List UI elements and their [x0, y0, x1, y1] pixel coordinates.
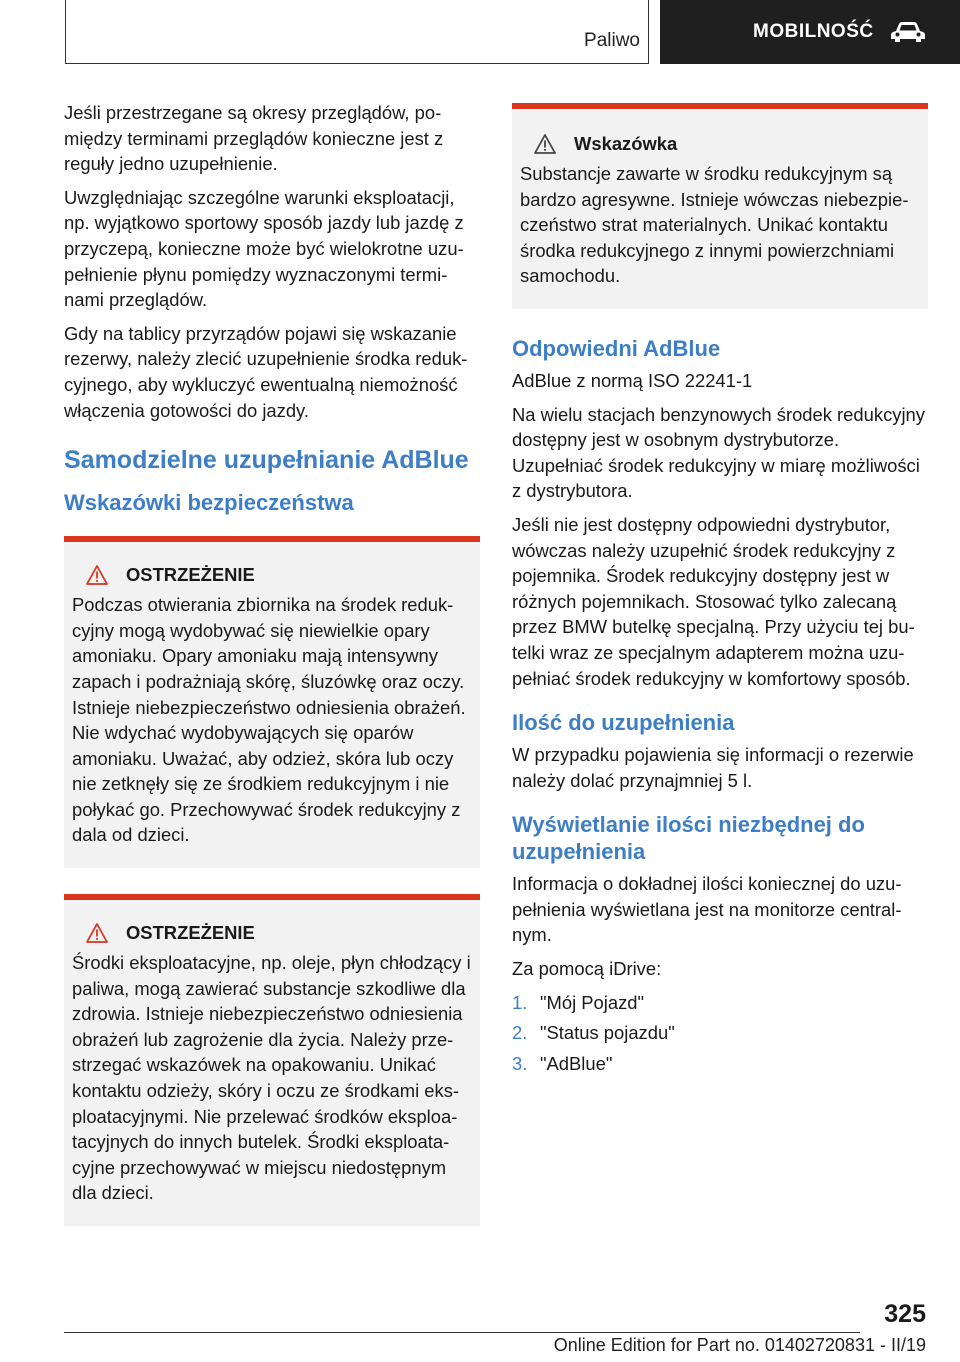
- warning-box-ammonia: [64, 536, 480, 868]
- heading-suitable-adblue: Odpowiedni AdBlue: [512, 335, 721, 361]
- right-column: [512, 103, 928, 1081]
- paragraph-reserve: Gdy na tablicy przyrządów pojawi się wskazanie rezerwy, należy zlecić uzupełnienie środka redukcyjnego, aby wykluczyć ewentualną niemożność włączenia gotowości do jazdy.: [64, 322, 468, 421]
- warning-title-text: OSTRZEŻENIE: [126, 564, 255, 586]
- list-item: [512, 1051, 928, 1077]
- step-text: "Status pojazdu": [540, 1022, 675, 1044]
- page-number: 325: [884, 1300, 926, 1328]
- warning-triangle-icon: [534, 134, 556, 154]
- footer-divider: [64, 1332, 860, 1333]
- idrive-steps: [512, 990, 928, 1077]
- paragraph-display: Informacja o dokładnej ilości koniecznej do uzupełnienia wyświetlana jest na monitorze centralnym.: [512, 873, 902, 946]
- note-title-text: Wskazówka: [574, 133, 678, 154]
- warning-triangle-icon: [86, 923, 108, 943]
- paragraph-conditions: Uwzględniając szczególne warunki eksploatacji, np. wyjątkowo sportowy sposób jazdy lub jazdę z przyczepą, konieczne może być wielokrotne uzupełnienie płynu pomiędzy wyznaczonymi terminami przeglądów.: [64, 186, 464, 311]
- note-title: [520, 133, 920, 155]
- paragraph-intervals: Jeśli przestrzegane są okresy przeglądów, pomiędzy terminami przeglądów konieczne jest z reguły jedno uzupełnienie.: [64, 102, 444, 175]
- list-item: [512, 1020, 928, 1046]
- paragraph-idrive: Za pomocą iDrive:: [512, 958, 662, 980]
- paragraph-stations: Na wielu stacjach benzynowych środek redukcyjny dostępny jest w osobnym dystrybutorze. Uzupełniać środek redukcyjny w miarę możliwości z dystrybutora.: [512, 403, 925, 502]
- left-column: [64, 100, 480, 1226]
- step-text: "Mój Pojazd": [540, 991, 645, 1013]
- heading-self-refill: Samodzielne uzupełnianie AdBlue: [64, 446, 469, 475]
- list-item: [512, 990, 928, 1016]
- note-box: [512, 103, 928, 309]
- warning-box-fluids: [64, 894, 480, 1226]
- heading-display-amount: Wyświetlanie ilości niezbędnej do uzupełnienia: [512, 812, 865, 865]
- car-icon: [890, 21, 926, 43]
- paragraph-iso: AdBlue z normą ISO 22241-1: [512, 369, 753, 391]
- warning-text-ammonia: Podczas otwierania zbiornika na środek redukcyjny mogą wydobywać się niewielkie opary amoniaku. Opary amoniaku mają intensywny zapach i podrażniają skórę, śluzówkę oraz oczy. Istnieje niebezpieczeństwo odniesienia obrażeń. Nie wdychać wydobywających się oparów amoniaku. Uważać, aby odzież, skóra lub oczy nie zetknęły się ze środkiem redukcyjnym i nie połykać go. Przechowywać środek redukcyjny z dala od dzieci.: [72, 594, 466, 846]
- step-text: "AdBlue": [540, 1052, 613, 1074]
- section-title: Paliwo: [584, 30, 640, 51]
- chapter-tab: [660, 0, 960, 64]
- warning-triangle-icon: [86, 565, 108, 585]
- step-number: 1.: [512, 991, 528, 1013]
- warning-title: [72, 922, 472, 944]
- note-text: Substancje zawarte w środku redukcyjnym są bardzo agresywne. Istnieje wówczas niebezpieczeństwo strat materialnych. Unikać kontaktu środka redukcyjnego z innymi powierzchniami samochodu.: [520, 163, 909, 287]
- footer-edition: Online Edition for Part no. 01402720831 - II/19: [553, 1335, 926, 1355]
- chapter-title: MOBILNOŚĆ: [753, 21, 874, 42]
- paragraph-bottles: Jeśli nie jest dostępny odpowiedni dystrybutor, wówczas należy uzupełnić środek redukcyjny z pojemnika. Środek redukcyjny dostępny jest w różnych pojemnikach. Stosować tylko zalecaną przez BMW butelkę specjalną. Przy użyciu tej butelki wraz ze specjalnym adapterem można uzupełniać środek redukcyjny w komfortowy sposób.: [512, 513, 915, 689]
- warning-title: [72, 564, 472, 586]
- warning-title-text: OSTRZEŻENIE: [126, 922, 255, 944]
- header-frame: [65, 0, 649, 64]
- step-number: 3.: [512, 1052, 528, 1074]
- heading-refill-amount: Ilość do uzupełnienia: [512, 710, 735, 736]
- heading-safety: Wskazówki bezpieczeństwa: [64, 490, 354, 516]
- warning-text-fluids: Środki eksploatacyjne, np. oleje, płyn chłodzący i paliwa, mogą zawierać substancje szkodliwe dla zdrowia. Istnieje niebezpieczeństwo odniesienia obrażeń lub zagrożenie dla życia. Należy przestrzegać wskazówek na opakowaniu. Unikać kontaktu odzieży, skóry i oczu ze środkami eksploatacyjnymi. Nie przelewać środków eksploatacyjnych do innych butelek. Środki eksploatacyjne przechowywać w miejscu niedostępnym dla dzieci.: [72, 952, 471, 1204]
- paragraph-amount: W przypadku pojawienia się informacji o rezerwie należy dolać przynajmniej 5 l.: [512, 744, 914, 791]
- step-number: 2.: [512, 1022, 528, 1044]
